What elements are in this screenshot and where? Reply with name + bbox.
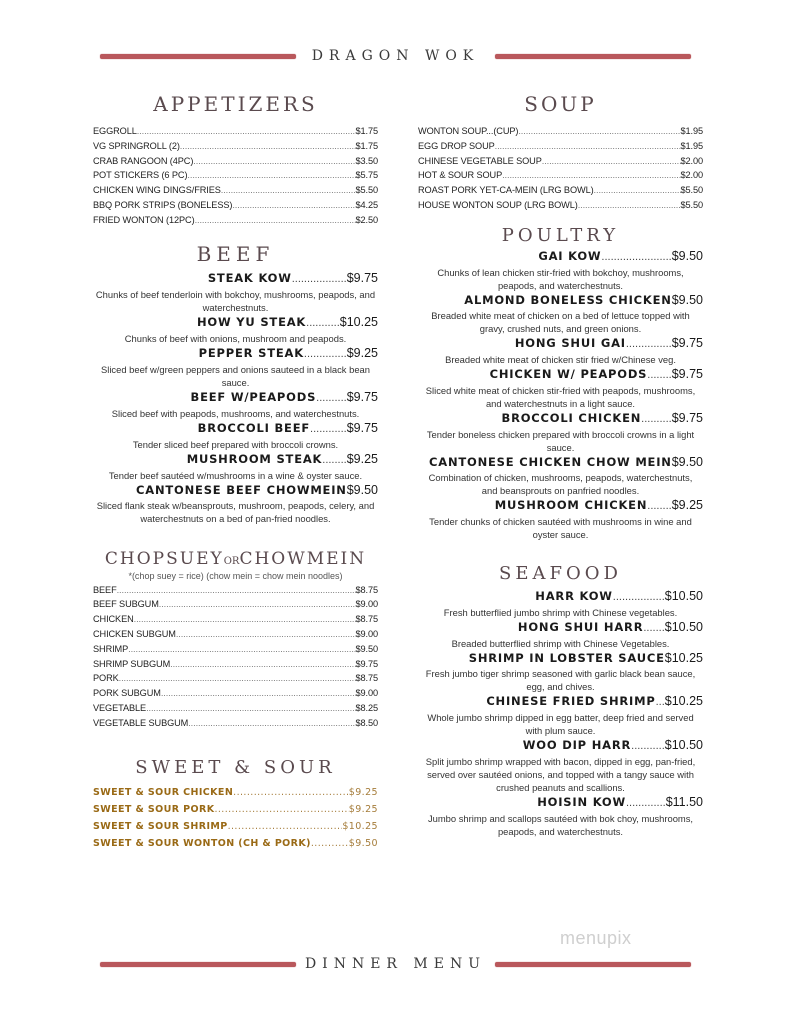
leader-dots [187, 168, 355, 183]
dish-name: MUSHROOM STEAK [186, 451, 323, 466]
dish-name: HARR KOW [535, 588, 613, 603]
item-name: PORK SUBGUM [93, 688, 161, 699]
restaurant-name: DRAGON WOK [311, 48, 480, 64]
menu-item [93, 183, 378, 198]
dish-price: $11.50 [665, 794, 703, 809]
dish-description: Sliced beef w/green peppers and onions sauteed in a black bean sauce. [101, 363, 370, 388]
menu-item [93, 612, 378, 627]
dish-item [418, 588, 703, 619]
menu-item [93, 835, 378, 852]
item-name: SWEET & SOUR PORK [93, 803, 215, 815]
left-column [93, 0, 378, 852]
dish-item [418, 410, 703, 454]
menu-item [418, 198, 703, 213]
dish-header [418, 619, 703, 637]
menu-item [93, 801, 378, 818]
chopsuey-section [93, 549, 378, 731]
dish-price: $9.50 [671, 248, 703, 263]
dish-price: $9.50 [346, 482, 378, 497]
item-price: $1.75 [355, 140, 378, 151]
leader-dots [542, 154, 681, 169]
leader-dots: ........ [647, 499, 672, 512]
menu-item [93, 154, 378, 169]
leader-dots [188, 716, 355, 731]
seafood-section [418, 563, 703, 838]
menu-item [93, 139, 378, 154]
dish-item [93, 389, 378, 420]
dish-price: $10.25 [664, 693, 703, 708]
leader-dots: ........... [631, 739, 665, 752]
section-title: SOUP [524, 92, 597, 116]
item-price: $2.00 [680, 170, 703, 181]
menu-item [93, 583, 378, 598]
dish-description: Fresh butterflied jumbo shrimp with Chinese vegetables. [443, 606, 678, 618]
dish-name: PEPPER STEAK [198, 345, 304, 360]
dish-description: Whole jumbo shrimp dipped in egg batter, deep fried and served with plum sauce. [427, 711, 694, 736]
dish-description: Sliced white meat of chicken stir-fried with peapods, mushrooms, and waterchestnuts in a light sauce. [425, 384, 696, 409]
dish-name: HONG SHUI HARR [517, 619, 644, 634]
dish-item [418, 292, 703, 335]
dish-name: HOISIN KOW [537, 794, 626, 809]
item-name: BEEF [93, 584, 117, 595]
dish-description: Tender chunks of chicken sautéed with mushrooms in wine and oyster sauce. [429, 515, 692, 540]
dish-item [93, 314, 378, 345]
item-price: $9.75 [355, 658, 378, 669]
leader-dots: ................. [612, 590, 665, 603]
item-name: SWEET & SOUR WONTON (CH & PORK) [93, 837, 311, 849]
menu-item [418, 183, 703, 198]
dish-header [418, 366, 703, 384]
dish-item [418, 335, 703, 366]
dish-header [418, 454, 703, 471]
leader-dots: ........ [647, 368, 672, 381]
menu-item [93, 716, 378, 731]
item-price: $5.75 [355, 170, 378, 181]
dish-description: Tender boneless chicken prepared with broccoli crowns in a light sauce. [426, 428, 695, 453]
item-price: $9.25 [348, 786, 378, 798]
menu-item [418, 154, 703, 169]
leader-dots [128, 642, 355, 657]
menu-item [93, 213, 378, 228]
leader-dots: ....................... [601, 250, 672, 263]
dish-name: BEEF W/PEAPODS [190, 389, 317, 404]
dish-price: $10.50 [664, 619, 703, 634]
dish-header [93, 451, 378, 469]
menu-item [418, 139, 703, 154]
item-name: BEEF SUBGUM [93, 599, 159, 610]
menu-type-title: DINNER MENU [304, 956, 487, 972]
item-price: $5.50 [680, 199, 703, 210]
leader-dots [233, 784, 349, 801]
menu-item [93, 818, 378, 835]
dish-item [418, 794, 703, 838]
dish-header [418, 335, 703, 353]
item-price: $2.00 [680, 155, 703, 166]
dish-item [93, 345, 378, 389]
item-name: CRAB RANGOON (4PC) [93, 155, 194, 166]
item-price: $9.50 [355, 643, 378, 654]
dish-header [418, 248, 703, 266]
leader-dots: ....... [643, 621, 665, 634]
sweet-sour-section [93, 757, 378, 852]
item-price: $3.50 [355, 155, 378, 166]
leader-dots [232, 198, 355, 213]
item-price: $8.75 [355, 614, 378, 625]
section-title: BEEF [196, 241, 275, 266]
dish-price: $9.75 [671, 335, 703, 350]
footer-banner [100, 954, 691, 974]
dish-description: Combination of chicken, mushrooms, peapods, waterchestnuts, and beansprouts on panfried noodles. [428, 471, 693, 496]
dish-price: $9.75 [346, 270, 378, 285]
dish-name: CHINESE FRIED SHRIMP [486, 693, 656, 708]
leader-dots: .......... [641, 412, 672, 425]
item-price: $4.25 [355, 199, 378, 210]
leader-dots [578, 198, 681, 213]
section-title: POULTRY [501, 224, 620, 246]
leader-dots: .................. [291, 272, 347, 285]
dish-header [93, 270, 378, 288]
leader-dots [119, 671, 356, 686]
item-price: $5.50 [355, 185, 378, 196]
dish-price: $10.50 [664, 737, 703, 752]
item-name: CHINESE VEGETABLE SOUP [418, 155, 542, 166]
beef-list [93, 270, 378, 525]
section-title: SWEET & SOUR [135, 756, 336, 778]
leader-dots: ........... [306, 316, 340, 329]
leader-dots: ............. [625, 796, 666, 809]
dish-name: WOO DIP HARR [522, 737, 632, 752]
dish-price: $10.25 [664, 650, 703, 665]
dish-item [418, 366, 703, 410]
leader-dots [594, 183, 681, 198]
dish-price: $9.25 [671, 497, 703, 512]
dish-name: HOW YU STEAK [196, 314, 307, 329]
appetizers-list [93, 124, 378, 228]
item-name: EGGROLL [93, 126, 137, 136]
leader-dots [502, 168, 680, 183]
dish-price: $9.50 [671, 454, 703, 469]
item-price: $9.50 [348, 837, 378, 849]
seafood-list [418, 588, 703, 838]
dish-price: $9.50 [671, 292, 703, 307]
dish-header [418, 794, 703, 812]
dish-name: GAI KOW [538, 248, 602, 263]
item-price: $9.25 [348, 803, 378, 815]
item-price: $9.00 [355, 688, 378, 699]
item-name: ROAST PORK YET-CA-MEIN (LRG BOWL) [418, 185, 594, 196]
dish-header [418, 410, 703, 428]
item-price: $8.75 [355, 673, 378, 684]
dish-item [93, 270, 378, 314]
leader-dots [193, 154, 355, 169]
dish-description: Fresh jumbo tiger shrimp seasoned with garlic black bean sauce, egg, and chives. [425, 667, 696, 692]
dish-description: Chunks of beef with onions, mushroom and peapods. [124, 332, 347, 344]
leader-dots: .......... [316, 391, 347, 404]
leader-dots [117, 583, 356, 598]
decorative-rule [495, 962, 691, 967]
leader-dots [137, 124, 356, 139]
dish-name: MUSHROOM CHICKEN [494, 497, 648, 512]
item-price: $9.00 [355, 599, 378, 610]
item-name: SHRIMP [93, 643, 129, 654]
dish-item [418, 619, 703, 650]
dish-description: Tender beef sautéed w/mushrooms in a wine & oyster sauce. [108, 469, 363, 481]
dish-item [93, 451, 378, 482]
dish-description: Breaded white meat of chicken stir fried w/Chinese veg. [445, 353, 676, 365]
sweet-sour-list [93, 784, 378, 852]
right-column [418, 0, 703, 838]
dish-name: CANTONESE BEEF CHOWMEIN [136, 482, 347, 497]
dish-item [418, 693, 703, 737]
leader-dots [170, 657, 355, 672]
item-name: PORK [93, 673, 119, 684]
dish-description: Split jumbo shrimp wrapped with bacon, dipped in egg, pan-fried, served over sautéed onions, and topped with a tangy sauce with crushed peanuts and scallions. [425, 755, 696, 793]
dish-header [93, 420, 378, 438]
dish-item [418, 650, 703, 693]
leader-dots: ............ [310, 422, 347, 435]
menu-item [93, 597, 378, 612]
menu-item [93, 657, 378, 672]
poultry-list [418, 248, 703, 541]
item-name: HOUSE WONTON SOUP (LRG BOWL) [418, 199, 578, 210]
dish-description: Breaded butterflied shrimp with Chinese Vegetables. [451, 637, 670, 649]
dish-price: $9.75 [671, 366, 703, 381]
menu-item [93, 168, 378, 183]
section-title: APPETIZERS [153, 92, 318, 116]
item-name: CHICKEN WING DINGS/FRIES [93, 185, 221, 196]
item-name: VEGETABLE SUBGUM [93, 717, 189, 728]
leader-dots [518, 124, 680, 139]
item-price: $5.50 [680, 185, 703, 196]
dish-name: CANTONESE CHICKEN CHOW MEIN [429, 454, 672, 469]
menu-item [93, 627, 378, 642]
item-name: FRIED WONTON (12PC) [93, 214, 195, 225]
item-price: $2.50 [355, 214, 378, 225]
menu-item [93, 686, 378, 701]
appetizers-section [93, 92, 378, 228]
item-name: CHICKEN [93, 614, 134, 625]
dish-header [418, 588, 703, 606]
item-price: $1.75 [355, 126, 378, 136]
beef-section [93, 242, 378, 525]
item-name: CHICKEN SUBGUM [93, 628, 176, 639]
leader-dots [311, 835, 349, 852]
dish-description: Chunks of beef tenderloin with bokchoy, mushrooms, peapods, and waterchestnuts. [95, 288, 376, 313]
dish-header [418, 737, 703, 755]
menu-item [93, 784, 378, 801]
section-title-part: CHOWMEIN [239, 548, 367, 569]
dish-name: BROCCOLI CHICKEN [501, 410, 642, 425]
dish-description: Chunks of lean chicken stir-fried with bokchoy, mushrooms, peapods, and waterchestnuts. [437, 266, 684, 291]
dish-price: $9.25 [346, 451, 378, 466]
dish-name: STEAK KOW [207, 270, 292, 285]
item-name: HOT & SOUR SOUP [418, 170, 503, 181]
item-name: SHRIMP SUBGUM [93, 658, 171, 669]
dish-header [93, 482, 378, 499]
section-note: *(chop suey = rice) (chow mein = chow mein noodles) [128, 570, 343, 581]
section-title-part: CHOPSUEY [104, 548, 224, 569]
section-title-or: OR [223, 555, 240, 567]
item-price: $1.95 [680, 140, 703, 151]
leader-dots: .............. [303, 347, 347, 360]
menu-item [93, 198, 378, 213]
dish-name: CHICKEN W/ PEAPODS [489, 366, 648, 381]
dish-header [418, 693, 703, 711]
dish-header [93, 314, 378, 332]
leader-dots: ........ [322, 453, 347, 466]
item-price: $1.95 [680, 126, 703, 136]
chopsuey-list [93, 583, 378, 731]
dish-header [418, 292, 703, 309]
item-name: BBQ PORK STRIPS (BONELESS) [93, 199, 233, 210]
dish-item [418, 737, 703, 794]
dish-name: BROCCOLI BEEF [197, 420, 311, 435]
leader-dots [159, 597, 356, 612]
dish-item [93, 482, 378, 525]
dish-header [93, 345, 378, 363]
leader-dots [146, 701, 355, 716]
item-name: VEGETABLE [93, 702, 147, 713]
leader-dots [180, 139, 356, 154]
dish-description: Sliced flank steak w/beansprouts, mushroom, peapods, celery, and waterchestnuts on a bed of pan-fried noodles. [96, 499, 375, 524]
menu-item [418, 124, 703, 139]
menu-item [93, 124, 378, 139]
dish-price: $10.50 [664, 588, 703, 603]
soup-section [418, 92, 703, 213]
poultry-section [418, 225, 703, 541]
dish-price: $9.25 [346, 345, 378, 360]
dish-description: Sliced beef with peapods, mushrooms, and waterchestnuts. [111, 407, 360, 419]
dish-description: Breaded white meat of chicken on a bed of lettuce topped with gravy, crushed nuts, and green onions. [431, 309, 690, 334]
leader-dots [195, 213, 356, 228]
leader-dots: ............... [625, 337, 672, 350]
item-name: SWEET & SOUR SHRIMP [93, 820, 228, 832]
dish-price: $10.25 [339, 314, 378, 329]
section-title: SEAFOOD [499, 562, 622, 584]
item-name: SWEET & SOUR CHICKEN [93, 786, 234, 798]
section-title [93, 549, 378, 569]
item-price: $8.25 [355, 702, 378, 713]
dish-name: HONG SHUI GAI [514, 335, 626, 350]
dish-item [93, 420, 378, 451]
leader-dots [161, 686, 356, 701]
leader-dots [221, 183, 356, 198]
dish-price: $9.75 [671, 410, 703, 425]
soup-list [418, 124, 703, 213]
dish-item [418, 454, 703, 497]
dish-description: Jumbo shrimp and scallops sautéed with bok choy, mushrooms, peapods, and waterchestnuts. [427, 812, 694, 837]
item-price: $10.25 [342, 820, 378, 832]
dish-price: $9.75 [346, 420, 378, 435]
dish-header [93, 389, 378, 407]
watermark: menupix [560, 928, 632, 948]
dish-price: $9.75 [346, 389, 378, 404]
dish-description: Tender sliced beef prepared with broccoli crowns. [132, 438, 339, 450]
menu-item [93, 642, 378, 657]
menu-item [93, 671, 378, 686]
leader-dots [214, 801, 348, 818]
dish-item [418, 497, 703, 541]
leader-dots [134, 612, 356, 627]
decorative-rule [100, 962, 296, 967]
item-name: POT STICKERS (6 PC) [93, 170, 188, 181]
item-name: WONTON SOUP...(CUP) [418, 126, 519, 136]
item-price: $8.50 [355, 717, 378, 728]
leader-dots [228, 818, 343, 835]
dish-name: ALMOND BONELESS CHICKEN [464, 292, 672, 307]
leader-dots [176, 627, 356, 642]
leader-dots: ... [655, 695, 665, 708]
dish-header [418, 650, 703, 667]
item-name: VG SPRINGROLL (2) [93, 140, 180, 151]
item-price: $8.75 [355, 584, 378, 595]
dish-header [418, 497, 703, 515]
menu-item [418, 168, 703, 183]
item-name: EGG DROP SOUP [418, 140, 495, 151]
leader-dots [495, 139, 681, 154]
dish-item [418, 248, 703, 292]
dish-name: SHRIMP IN LOBSTER SAUCE [468, 650, 665, 665]
menu-item [93, 701, 378, 716]
item-price: $9.00 [355, 628, 378, 639]
